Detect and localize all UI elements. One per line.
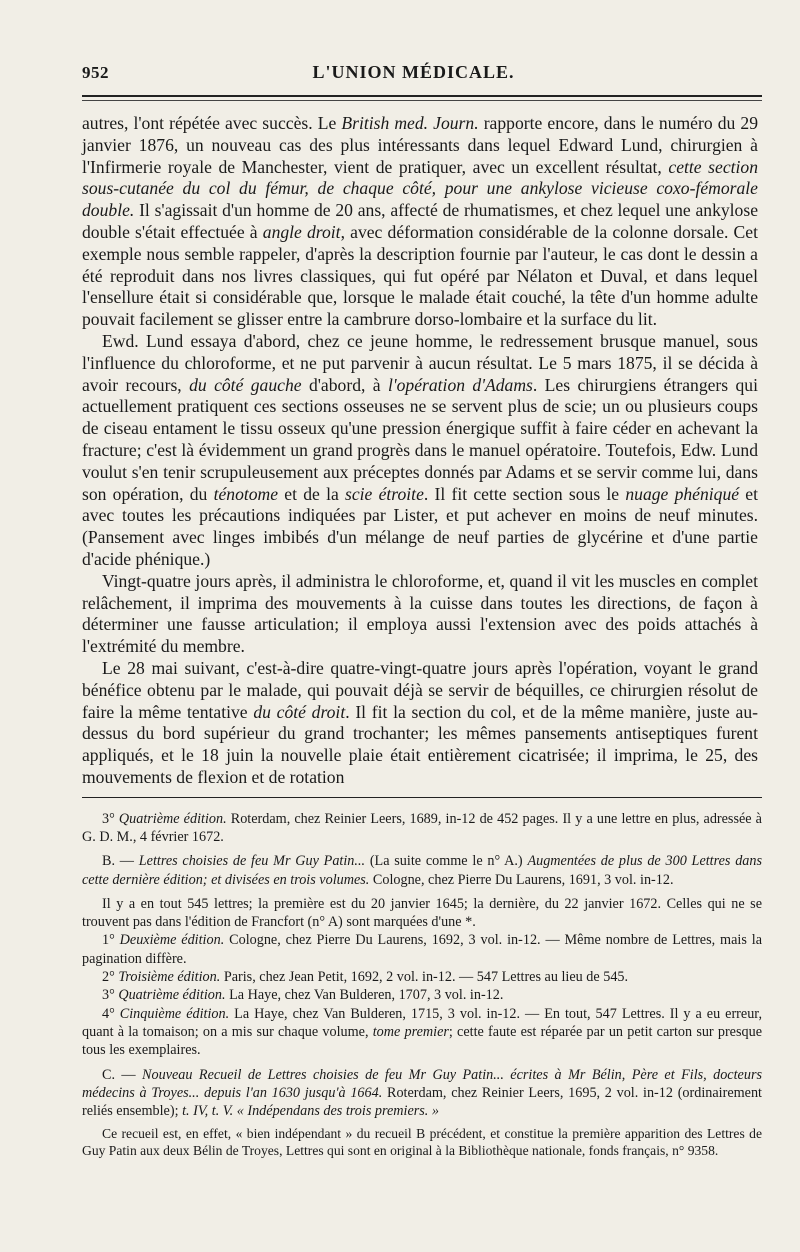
note-6: 3° Quatrième édition. La Haye, chez Van Bulderen, 1707, 3 vol. in-12. (102, 987, 504, 1004)
running-title: L'UNION MÉDICALE. (312, 62, 515, 82)
page-header (82, 62, 758, 83)
paragraph-1: autres, l'ont répétée avec succès. Le British med. Journ. rapporte encore, dans le numéro du 29 janvier 1876, un nouveau cas des plus intéressants dans lequel Edward Lund, chirurgien à l'Infirmerie royale de Manchester, vient de pratiquer, avec un excellent résultat, cette section sous-cutanée du col du fémur, de chaque côté, pour une ankylose vicieuse coxo-fémorale double. Il s'agissait d'un homme de 20 ans, affecté de rhumatismes, et chez lequel une ankylose double s'était effectuée à angle droit, avec déformation considérable de la colonne dorsale. Cet exemple nous semble rappeler, d'après la description fournie par l'auteur, le cas dont le dessin a été reproduit dans nos livres classiques, qui fut opéré par Nélaton et Duval, et dans lequel l'ensellure était si considérable que, lorsque le malade était couché, la tête d'un homme adulte pouvait facilement se glisser entre la cambrure dorso-lombaire et la surface du lit. (82, 113, 759, 330)
note-2: B. — Lettres choisies de feu Mr Guy Patin... (La suite comme le n° A.) Augmentées de plus de 300 Lettres dans cette dernière édition; et divisées en trois volumes. Cologne, chez Pierre Du Laurens, 1691, 3 vol. in-12. (82, 853, 763, 888)
note-7: 4° Cinquième édition. La Haye, chez Van Bulderen, 1715, 3 vol. in-12. — En tout, 547 Lettres. Il y a eu erreur, quant à la tomaison; on a mis sur chaque volume, tome premier; cette faute est réparée par un petit carton sur presque tous les exemplaires. (82, 1005, 762, 1059)
footnotes (82, 810, 762, 1160)
note-1: 3° Quatrième édition. Roterdam, chez Reinier Leers, 1689, in-12 de 452 pages. Il y a une lettre en plus, adressée à G. D. M., 4 février 1672. (82, 810, 762, 845)
note-4: 1° Deuxième édition. Cologne, chez Pierre Du Laurens, 1692, 3 vol. in-12. — Même nombre de Lettres, mais la pagination diffère. (82, 932, 762, 967)
page-number: 952 (82, 63, 109, 82)
paragraph-4: Le 28 mai suivant, c'est-à-dire quatre-vingt-quatre jours après l'opération, voyant le grand bénéfice obtenu par le malade, qui pouvait déjà se servir de béquilles, ce chirurgien résolut de faire la même tentative du côté droit. Il fit la section du col, et de la même manière, juste au-dessus du bord supérieur du grand trochanter; les mêmes pansements antiseptiques furent appliqués, et le 18 juin la nouvelle plaie était entièrement cicatrisée; il imprima, le 25, des mouvements de flexion et de rotation (82, 657, 758, 787)
header-rule-thin (82, 100, 762, 101)
article-body (82, 113, 758, 789)
footnote-rule (82, 797, 762, 798)
paragraph-2: Ewd. Lund essaya d'abord, chez ce jeune homme, le redressement brusque manuel, sous l'influence du chloroforme, et ne put parvenir à aucun résultat. Le 5 mars 1875, il se décida à avoir recours, du côté gauche d'abord, à l'opération d'Adams. Les chirurgiens étrangers qui actuellement pratiquent ces sections osseuses ne se servent plus de scie; un ou plusieurs coups de ciseau entament le tissu osseux qu'une pression énergique suffit à faire céder en achevant la fracture; c'est là évidemment un grand progrès dans le manuel opératoire. Toutefois, Edw. Lund voulut s'en tenir scrupuleusement aux préceptes donnés par Adams et se servir comme lui, dans son opération, du ténotome et de la scie étroite. Il fit cette section sous le nuage phéniqué et avec toutes les précautions indiquées par Lister, et put achever en moins de neuf minutes. (Pansement avec linges imbibés d'un mélange de neuf parties de glycérine et d'une partie d'acide phénique.) (82, 330, 759, 569)
note-5: 2° Troisième édition. Paris, chez Jean Petit, 1692, 2 vol. in-12. — 547 Lettres au lieu de 545. (102, 969, 629, 986)
note-8: C. — Nouveau Recueil de Lettres choisies de feu Mr Guy Patin... écrites à Mr Bélin, Père et Fils, docteurs médecins à Troyes... depuis l'an 1630 jusqu'à 1664. Roterdam, chez Reinier Leers, 1695, 2 vol. in-12 (ordinairement reliés ensemble); t. IV, t. V. « Indépendans des trois premiers. » (82, 1066, 762, 1120)
note-3: Il y a en tout 545 lettres; la première est du 20 janvier 1645; la dernière, du 22 janvier 1672. Celles qui ne se trouvent pas dans l'édition de Francfort (n° A) sont marquées d'une *. (82, 895, 762, 931)
header-rule (82, 95, 762, 97)
paragraph-3: Vingt-quatre jours après, il administra le chloroforme, et, quand il vit les muscles en complet relâchement, il imprima des mouvements à la cuisse dans toutes les directions, de façon à déterminer une fausse articulation; il employa aussi l'extension avec des poids attachés à l'extrémité du membre. (82, 570, 758, 657)
note-9: Ce recueil est, en effet, « bien indépendant » du recueil B précédent, et constitue la première apparition des Lettres de Guy Patin aux deux Bélin de Troyes, Lettres qui sont en original à la Bibliothèque nationale, fonds français, n° 9358. (82, 1126, 762, 1158)
